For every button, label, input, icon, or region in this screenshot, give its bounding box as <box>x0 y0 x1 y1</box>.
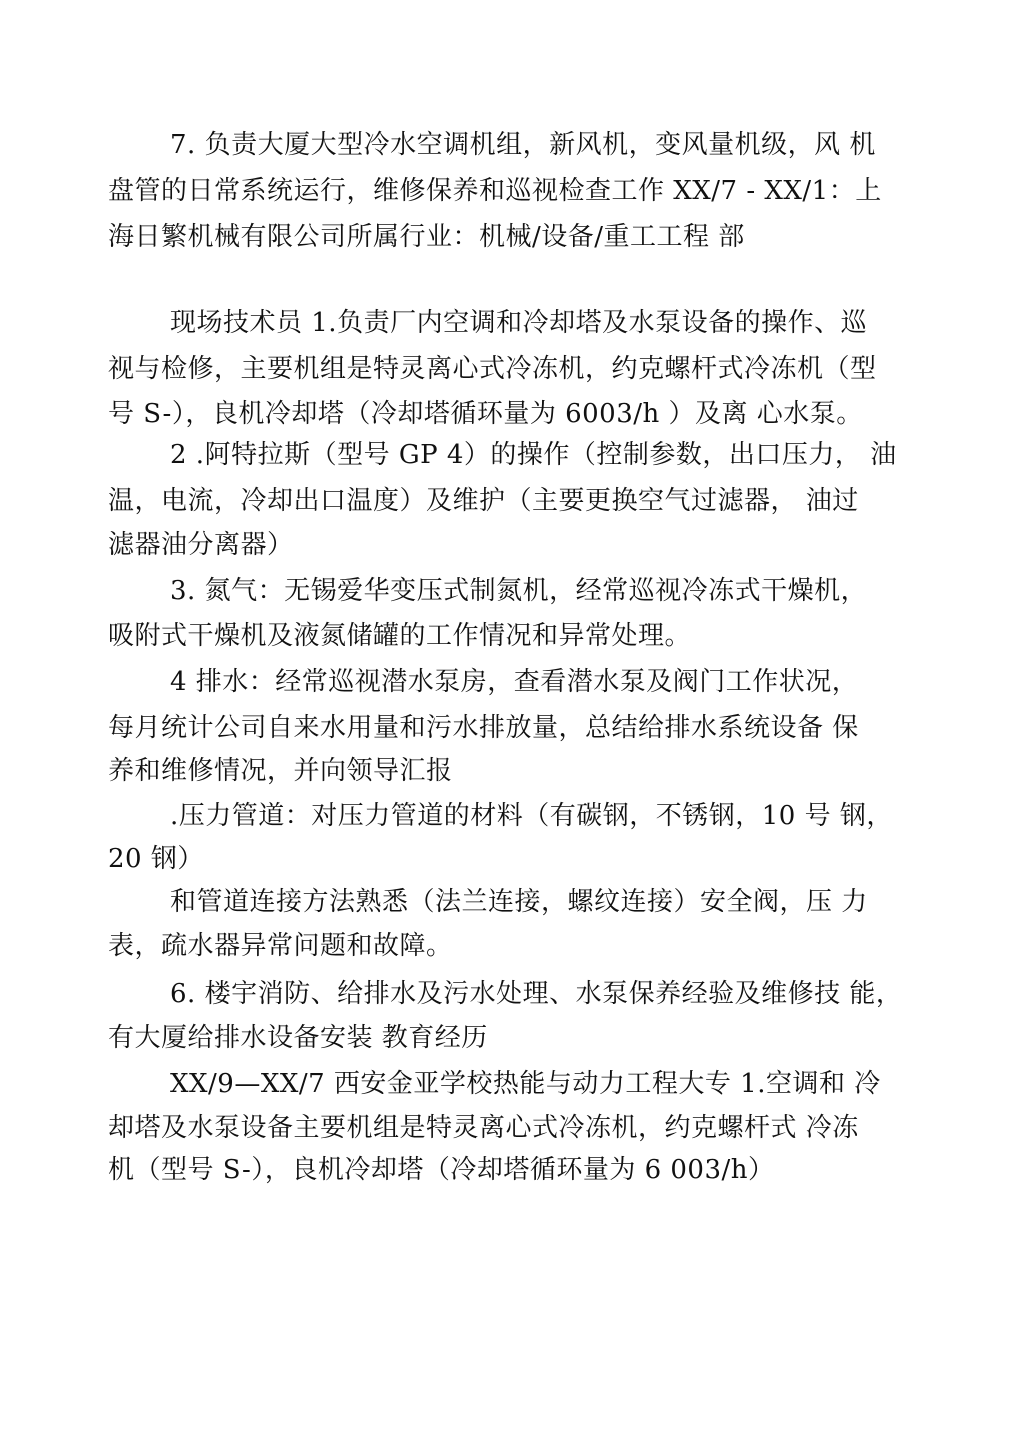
text-line: 表，疏水器异常问题和故障。 <box>108 931 453 961</box>
text-line: 每月统计公司自来水用量和污水排放量，总结给排水系统设备 保 <box>108 713 859 743</box>
text-line: XX/9—XX/7 西安金亚学校热能与动力工程大专 1.空调和 冷 <box>170 1069 881 1099</box>
text-line: 机（型号 S-），良机冷却塔（冷却塔循环量为 6 003/h） <box>108 1155 775 1185</box>
text-line: 却塔及水泵设备主要机组是特灵离心式冷冻机，约克螺杆式 冷冻 <box>108 1113 859 1143</box>
text-line: 20 钢） <box>108 844 204 874</box>
text-line: 视与检修，主要机组是特灵离心式冷冻机，约克螺杆式冷冻机（型 <box>108 354 877 384</box>
text-line: 有大厦给排水设备安装 教育经历 <box>108 1023 488 1053</box>
text-line: 4 排水：经常巡视潜水泵房，查看潜水泵及阀门工作状况， <box>170 667 859 697</box>
text-line: 温，电流，冷却出口温度）及维护（主要更换空气过滤器， 油过 <box>108 486 859 516</box>
text-line: 7. 负责大厦大型冷水空调机组，新风机，变风量机级，风 机 <box>170 130 876 160</box>
text-line: 号 S-），良机冷却塔（冷却塔循环量为 6003/h ）及离 心水泵。 <box>108 399 863 429</box>
text-line: 养和维修情况，并向领导汇报 <box>108 756 453 786</box>
text-line: 海日繁机械有限公司所属行业：机械/设备/重工工程 部 <box>108 222 745 252</box>
text-line: 现场技术员 1.负责厂内空调和冷却塔及水泵设备的操作、巡 <box>170 308 868 338</box>
text-line: 6. 楼宇消防、给排水及污水处理、水泵保养经验及维修技 能， <box>170 979 903 1009</box>
text-line: .压力管道：对压力管道的材料（有碳钢，不锈钢，10 号 钢， <box>170 801 893 831</box>
text-line: 和管道连接方法熟悉（法兰连接，螺纹连接）安全阀，压 力 <box>170 887 868 917</box>
text-line: 盘管的日常系统运行，维修保养和巡视检查工作 XX/7 - XX/1：上 <box>108 176 882 206</box>
text-line: 3. 氮气：无锡爱华变压式制氮机，经常巡视冷冻式干燥机， <box>170 576 868 606</box>
text-line: 滤器油分离器） <box>108 530 294 560</box>
text-line: 吸附式干燥机及液氮储罐的工作情况和异常处理。 <box>108 621 692 651</box>
text-line: 2 .阿特拉斯（型号 GP 4）的操作（控制参数，出口压力， 油 <box>170 440 897 470</box>
